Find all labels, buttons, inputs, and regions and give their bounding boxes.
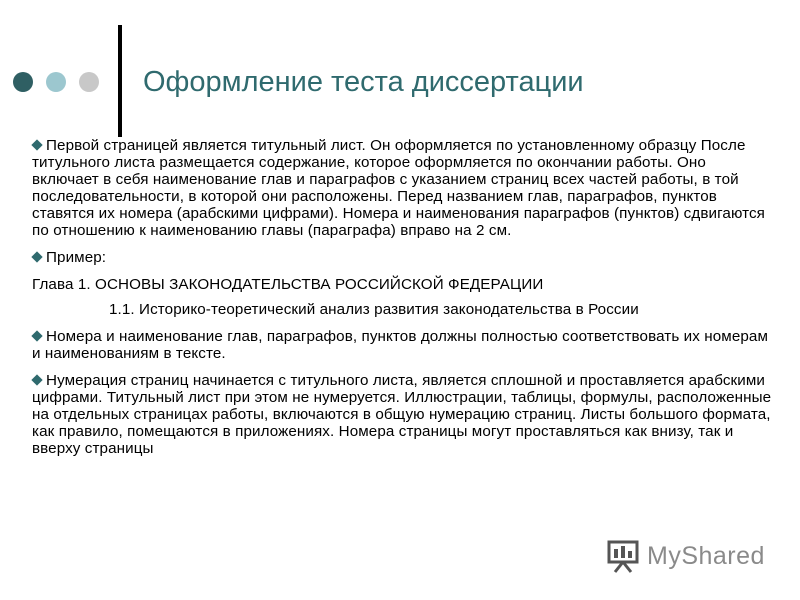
diamond-bullet-icon <box>31 331 42 342</box>
paragraph-page-numbering <box>32 372 772 457</box>
paragraph-text: Глава 1. ОСНОВЫ ЗАКОНОДАТЕЛЬСТВА РОССИЙСКОЙ ФЕДЕРАЦИИ <box>32 276 544 293</box>
decor-dot-light <box>46 72 66 92</box>
paragraph-chapter-example <box>32 276 772 293</box>
slide-title: Оформление теста диссертации <box>143 66 584 98</box>
paragraph-text: Нумерация страниц начинается с титульного листа, является сплошной и проставляется арабскими цифрами. Титульный лист при этом не нумеруется. Иллюстрации, таблицы, формулы, расположенные на отдельных страницах работы, включаются в общую нумерацию страниц. Листы большого формата, как правило, помещаются в приложениях. Номера страницы могут проставляться как внизу, так и вверху страницы <box>32 372 772 457</box>
watermark-text: MyShared <box>647 542 765 570</box>
diamond-bullet-icon <box>31 375 42 386</box>
paragraph-text: 1.1. Историко-теоретический анализ развития законодательства в России <box>109 301 639 318</box>
watermark-logo <box>605 538 765 574</box>
paragraph-headings-match <box>32 328 772 362</box>
presentation-board-icon <box>605 538 641 574</box>
title-divider-line <box>118 25 122 137</box>
paragraph-section-example <box>32 301 772 318</box>
paragraph-text: Пример: <box>46 249 107 266</box>
paragraph-example-label <box>32 249 772 266</box>
paragraph-title-page <box>32 137 772 239</box>
diamond-bullet-icon <box>31 252 42 263</box>
decor-dot-grey <box>79 72 99 92</box>
paragraph-text: Первой страницей является титульный лист. Он оформляется по установленному образцу После титульного листа размещается содержание, которое оформляется по окончании работы. Оно включает в себя наименование глав и параграфов с указанием страниц всех частей работы, в той последовательности, в которой они расположены. Перед названием глав, параграфов, пунктов ставятся их номера (арабскими цифрами). Номера и наименования параграфов (пунктов) сдвигаются по отношению к наименованию главы (параграфа) вправо на 2 см. <box>32 137 766 239</box>
decor-dot-dark <box>13 72 33 92</box>
diamond-bullet-icon <box>31 140 42 151</box>
slide-body <box>32 137 772 467</box>
paragraph-text: Номера и наименование глав, параграфов, пунктов должны полностью соответствовать их номерам и наименованиям в тексте. <box>32 328 769 362</box>
